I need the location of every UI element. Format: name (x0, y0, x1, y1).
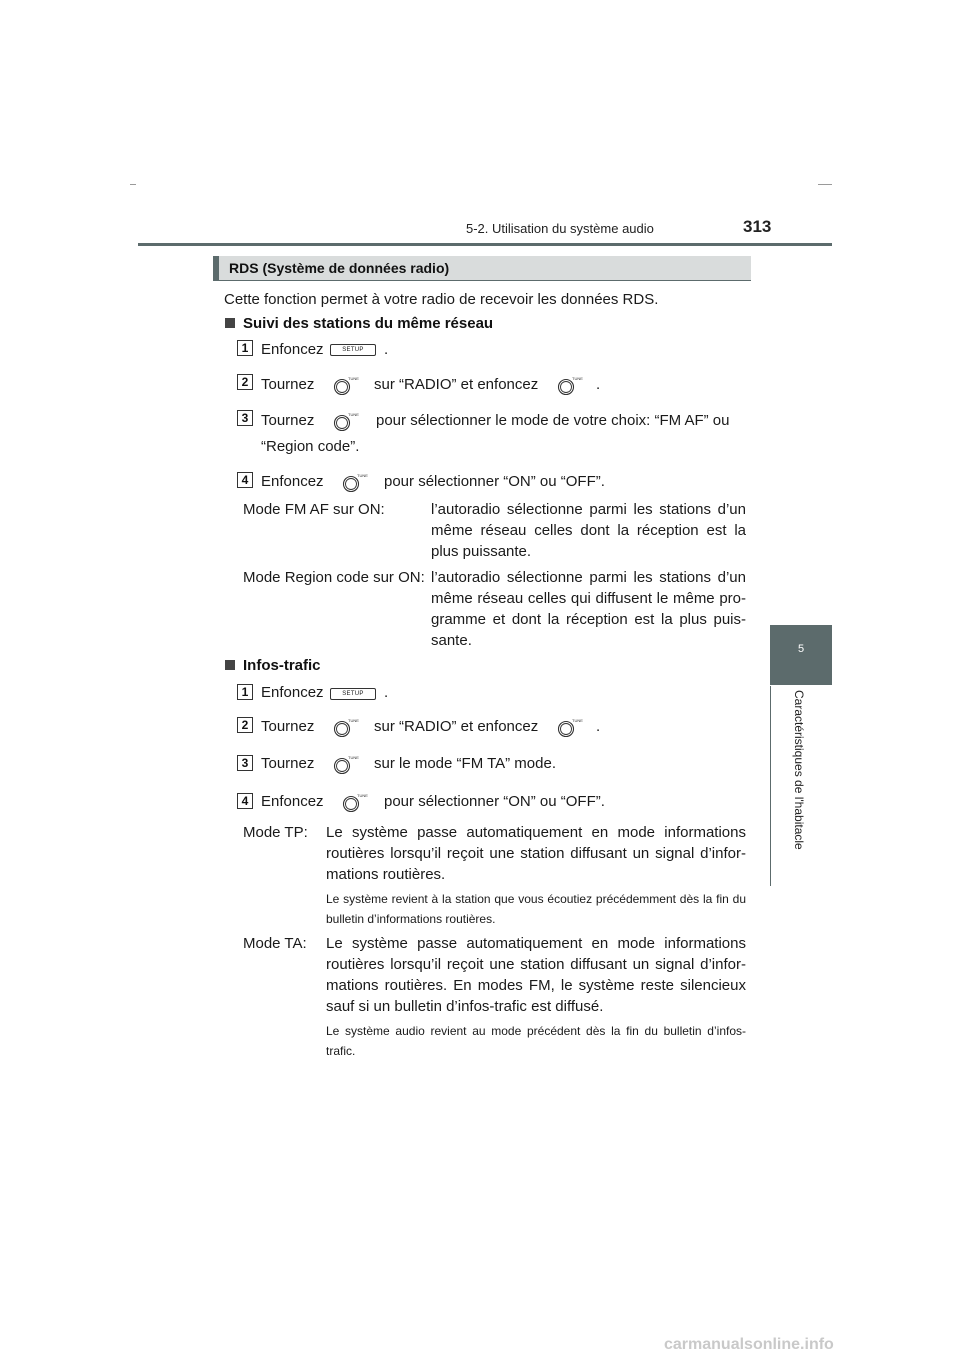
setup-button-icon: SETUP (330, 688, 376, 700)
tune-knob-icon (557, 718, 583, 738)
step-text: . (596, 718, 601, 735)
step-text: Tournez (261, 376, 315, 393)
mode-label: Mode FM AF sur ON: (243, 501, 385, 518)
running-header: 5-2. Utilisation du système audio (466, 221, 654, 236)
svg-text:TUNE: TUNE (348, 755, 359, 760)
step-number: 1 (237, 684, 253, 700)
mode-description: l’autoradio sélectionne parmi les stations d’un même réseau celles dont la réception est la plus puissante. (431, 501, 746, 560)
step-number: 4 (237, 472, 253, 488)
tune-knob-icon (333, 718, 359, 738)
step-text: sur “RADIO” et enfoncez (374, 376, 539, 393)
step-text: . (384, 341, 389, 358)
mode-label: Mode Region code sur ON: (243, 569, 425, 586)
heading-text: Suivi des stations du même réseau (243, 315, 494, 332)
crop-mark-left (130, 184, 136, 185)
step-text: pour sélectionner le mode de votre choix: “FM AF” ou (376, 412, 730, 429)
page-number: 313 (743, 217, 772, 236)
step-number: 3 (237, 410, 253, 426)
step-text: Tournez (261, 718, 315, 735)
section-title: RDS (Système de données radio) (229, 260, 450, 276)
step-number: 2 (237, 717, 253, 733)
mode-note: Le système revient à la station que vous écoutiez précédemment dès la fin du bulletin d’informations routières. (326, 892, 746, 926)
watermark: carmanualsonline.info (664, 1336, 834, 1353)
bullet-square-icon (225, 660, 235, 670)
step-text: Enfoncez (261, 793, 324, 810)
step-text: “Region code”. (261, 438, 360, 455)
mode-label: Mode TP: (243, 824, 308, 841)
subsection-heading-network (225, 315, 493, 332)
header-rule (138, 243, 832, 246)
mode-label: Mode TA: (243, 935, 307, 952)
step-text: Enfoncez (261, 473, 324, 490)
mode-description: Le système passe automatiquement en mode informations routières lorsqu’il reçoit une station diffusant un signal d’infor-mations routières. (326, 824, 746, 883)
subsection-heading-traffic (225, 657, 321, 674)
chapter-tab-line (770, 686, 771, 886)
svg-text:TUNE: TUNE (348, 376, 359, 381)
section-header (213, 256, 751, 281)
tune-knob-icon (342, 473, 368, 493)
step-text: pour sélectionner “ON” ou “OFF”. (384, 793, 605, 810)
step-text: . (596, 376, 601, 393)
svg-text:TUNE: TUNE (357, 793, 368, 798)
step-number: 2 (237, 374, 253, 390)
chapter-tab (770, 625, 832, 685)
tune-knob-icon (557, 376, 583, 396)
svg-text:TUNE: TUNE (348, 718, 359, 723)
mode-note: Le système audio revient au mode précédent dès la fin du bulletin d’infos-trafic. (326, 1024, 746, 1058)
step-text: . (384, 684, 389, 701)
chapter-title: Caractéristiques de l'habitacle (792, 690, 806, 850)
step-text: pour sélectionner “ON” ou “OFF”. (384, 473, 605, 490)
step-text: sur le mode “FM TA” mode. (374, 755, 556, 772)
tune-knob-icon (342, 793, 368, 813)
chapter-number: 5 (797, 643, 805, 655)
tune-knob-icon (333, 412, 359, 432)
intro-text: Cette fonction permet à votre radio de recevoir les données RDS. (224, 291, 659, 308)
mode-description: l’autoradio sélectionne parmi les stations d’un même réseau celles qui diffusent le même pro-gramme et dont la réception est la plus puis-sante. (431, 569, 746, 649)
step-text: sur “RADIO” et enfoncez (374, 718, 539, 735)
svg-text:TUNE: TUNE (348, 412, 359, 417)
step-text: Tournez (261, 412, 315, 429)
tune-knob-icon (333, 755, 359, 775)
step-text: Enfoncez (261, 341, 324, 358)
bullet-square-icon (225, 318, 235, 328)
tune-knob-icon (333, 376, 359, 396)
crop-mark-right (818, 184, 832, 185)
step-number: 1 (237, 340, 253, 356)
mode-description: Le système passe automatiquement en mode informations routières lorsqu’il reçoit une station diffusant un signal d’infor-mations routières. En modes FM, le système reste silencieux sauf si un bulletin d’infos-trafic est diffusé. (326, 935, 746, 1015)
svg-text:TUNE: TUNE (572, 376, 583, 381)
step-number: 4 (237, 793, 253, 809)
svg-text:TUNE: TUNE (357, 473, 368, 478)
step-text: Tournez (261, 755, 315, 772)
heading-text: Infos-trafic (243, 657, 321, 674)
svg-text:TUNE: TUNE (572, 718, 583, 723)
step-text: Enfoncez (261, 684, 324, 701)
setup-button-icon: SETUP (330, 344, 376, 356)
step-number: 3 (237, 755, 253, 771)
